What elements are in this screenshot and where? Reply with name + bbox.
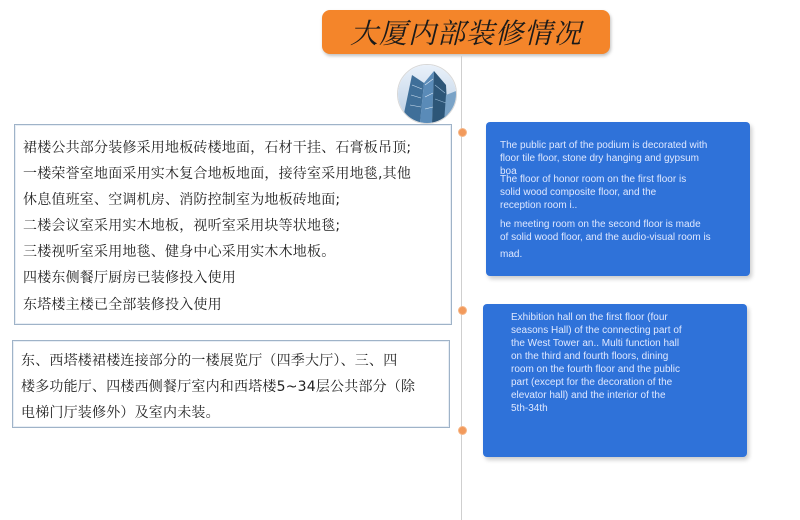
en-text-line: of solid wood floor, and the audio-visual room is xyxy=(500,232,711,243)
en-text-line: on the third and fourth floors, dining xyxy=(511,351,669,362)
cn-text-line: 休息值班室、空调机房、消防控制室为地板砖地面; xyxy=(23,192,341,208)
en-text-line: 5th-34th xyxy=(511,403,548,414)
timeline-line xyxy=(461,56,462,520)
en-text-line: The public part of the podium is decorated with xyxy=(500,140,708,151)
cn-text-line: 一楼荣誉室地面采用实木复合地板地面，接待室采用地毯,其他 xyxy=(23,166,412,182)
cn-text-line: 裙楼公共部分装修采用地板砖楼地面，石材干挂、石膏板吊顶; xyxy=(23,140,412,156)
en-text-line: the West Tower an.. Multi function hall xyxy=(511,338,680,349)
cn-text-box-2 xyxy=(12,340,450,428)
page-title-text: 大厦内部装修情况 xyxy=(349,17,582,50)
en-text-line: The floor of honor room on the first floor is xyxy=(500,174,687,185)
en-text-line: elevator hall) and the interior of the xyxy=(511,390,666,401)
en-text-box-2 xyxy=(483,304,747,457)
en-text-line: floor tile floor, stone dry hanging and gypsum xyxy=(500,153,700,164)
timeline-dot xyxy=(458,426,467,435)
cn-text-line: 电梯门厅装修外）及室内未装。 xyxy=(21,405,220,421)
en-text-line: reception room i.. xyxy=(500,200,578,211)
cn-text-line: 三楼视听室采用地毯、健身中心采用实木木地板。 xyxy=(23,244,336,260)
en-text-line: mad. xyxy=(500,249,523,260)
en-text-line: room on the fourth floor and the public xyxy=(511,364,680,375)
cn-text-line: 二楼会议室采用实木地板，视听室采用块等状地毯; xyxy=(23,218,341,234)
page-title xyxy=(322,10,610,54)
cn-text-line: 东、西塔楼裙楼连接部分的一楼展览厅（四季大厅）、三、四 xyxy=(21,353,398,369)
cn-text-line: 四楼东侧餐厅厨房已装修投入使用 xyxy=(23,270,236,286)
cn-text-line: 楼多功能厅、四楼西侧餐厅室内和西塔楼5~34层公共部分（除 xyxy=(21,379,416,395)
en-text-line: boa xyxy=(500,166,517,177)
en-text-line: part (except for the decoration of the xyxy=(511,377,673,388)
en-text-line: he meeting room on the second floor is made xyxy=(500,219,701,230)
en-text-line: solid wood composite floor, and the xyxy=(500,187,657,198)
timeline-dot xyxy=(458,128,467,137)
en-text-box-1 xyxy=(486,122,750,276)
en-text-line: seasons Hall) of the connecting part of xyxy=(511,325,682,336)
timeline-dot xyxy=(458,306,467,315)
building-photo-icon xyxy=(397,64,457,124)
en-text-line: Exhibition hall on the first floor (four xyxy=(511,312,668,323)
cn-text-box-1 xyxy=(14,124,452,325)
cn-text-line: 东塔楼主楼已全部装修投入使用 xyxy=(23,297,222,313)
